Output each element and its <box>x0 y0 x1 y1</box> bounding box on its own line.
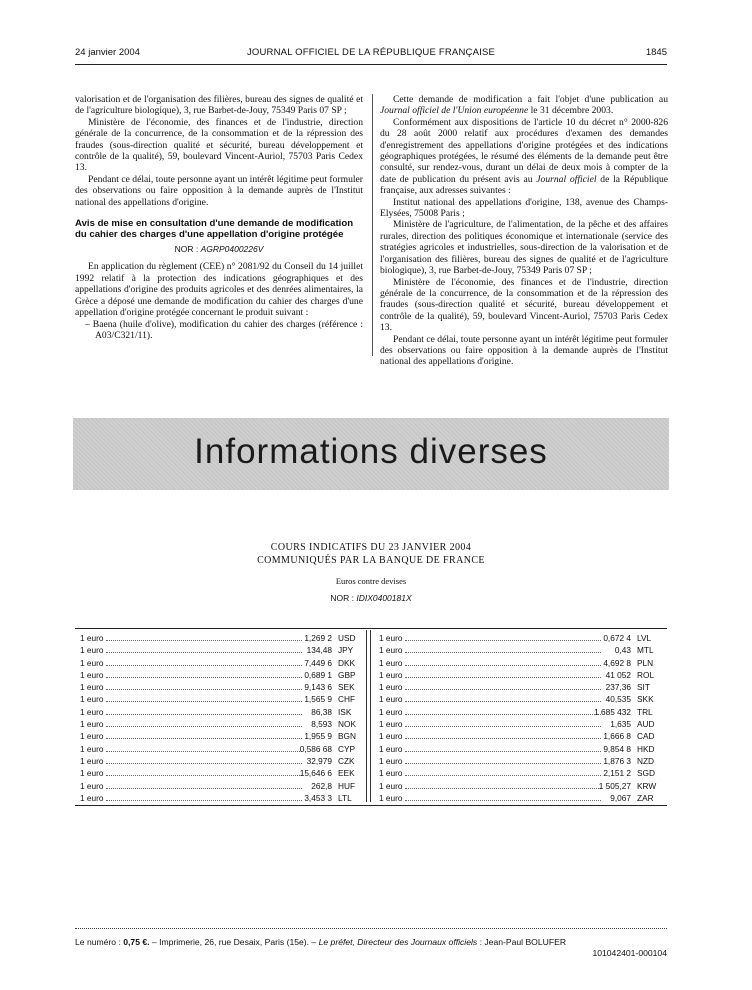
footer-printer: – Imprimerie, 26, rue Desaix, Paris (15e). – <box>149 937 319 947</box>
rate-currency: CYP <box>338 743 356 754</box>
rate-row <box>379 767 661 779</box>
rate-row <box>80 755 362 767</box>
rate-label: 1 euro <box>379 719 403 730</box>
rate-value: 0,672 4 <box>603 633 631 643</box>
rate-row <box>379 669 661 681</box>
rate-value: 7,449 6 <box>304 657 332 668</box>
rate-value: 9,067 <box>610 792 631 803</box>
right-p1-journal-ue: Journal officiel de l'Union européenne <box>380 105 529 117</box>
left-paragraph-2: Ministère de l'économie, des finances et de l'industrie, direction générale de la concurrence, de la consommation et de la répression des fraudes (sous-direction qualité et sécurité, bureau développement et contrôle de la qualité), 59, boulevard Vincent-Auriol, 75703 Paris Cedex 13. <box>75 116 363 174</box>
footer-director-name: : Jean-Paul BOLUFER <box>477 937 567 947</box>
rate-label: 1 euro <box>80 657 104 668</box>
rate-label: 1 euro <box>379 645 403 656</box>
rate-currency: USD <box>338 633 356 643</box>
header-page-number: 1845 <box>645 47 667 58</box>
rate-label: 1 euro <box>379 768 403 779</box>
rate-value: 237,36 <box>605 682 631 693</box>
section-banner <box>73 418 669 490</box>
rate-currency: JPY <box>338 645 354 656</box>
rate-row <box>80 644 362 656</box>
rate-row <box>80 718 362 730</box>
avis-nor-code: AGRP0400226V <box>200 244 264 255</box>
rate-row <box>80 792 362 804</box>
header-journal-title: JOURNAL OFFICIEL DE LA RÉPUBLIQUE FRANÇAISE <box>246 47 496 58</box>
left-paragraph-4: En application du règlement (CEE) n° 2081/92 du Conseil du 14 juillet 1992 relatif à la protection des indications géographiques et des appellations d'origine des produits agricoles et des denrées alimentaires, la Grèce a déposé une demande de modification du cahier des charges d'une appellation d'origine protégée concernant le produit suivant : <box>75 261 363 319</box>
rate-value: 1,666 8 <box>603 731 631 742</box>
rate-value: 4,692 8 <box>603 657 631 668</box>
rate-row <box>379 730 661 742</box>
rate-row <box>80 681 362 693</box>
rate-currency: MTL <box>637 645 654 656</box>
cours-title <box>75 541 667 567</box>
rate-row <box>80 780 362 792</box>
rate-row <box>80 632 362 644</box>
rate-label: 1 euro <box>379 731 403 742</box>
rate-currency: CHF <box>338 694 356 705</box>
rate-value: 9,854 8 <box>603 743 631 754</box>
rate-currency: GBP <box>338 669 356 680</box>
cours-subtitle: Euros contre devises <box>335 576 407 586</box>
rate-value: 1,565 9 <box>304 694 332 705</box>
rate-row <box>379 657 661 669</box>
product-item: – Baena (huile d'olive), modification du cahier des charges (référence : A03/C321/11). <box>85 318 363 341</box>
rate-row <box>379 792 661 804</box>
rate-value: 15,646 6 <box>299 768 332 779</box>
right-paragraph-6: Pendant ce délai, toute personne ayant un intérêt légitime peut formuler des observations ou faire opposition à la demande auprès de l'Institut national des appellations d'origine. <box>380 333 668 368</box>
rate-row <box>379 644 661 656</box>
rate-label: 1 euro <box>379 743 403 754</box>
rate-value: 2,151 2 <box>603 768 631 779</box>
rate-label: 1 euro <box>80 792 104 803</box>
rate-row <box>80 767 362 779</box>
footer-director-title: Le préfet, Directeur des Journaux officiels <box>318 937 478 947</box>
rate-currency: ISK <box>338 706 352 717</box>
rate-value: 0,43 <box>614 645 631 656</box>
header-rule <box>75 64 667 65</box>
rate-label: 1 euro <box>379 669 403 680</box>
rate-label: 1 euro <box>80 780 104 791</box>
rate-value: 1,635 <box>610 719 631 730</box>
rate-currency: SGD <box>637 768 655 779</box>
rate-value: 86,38 <box>311 706 332 717</box>
rate-label: 1 euro <box>379 633 403 643</box>
rate-row <box>80 743 362 755</box>
rate-label: 1 euro <box>379 780 403 791</box>
avis-nor <box>75 244 363 255</box>
rate-row <box>379 681 661 693</box>
rate-currency: SKK <box>637 694 654 705</box>
page-header <box>75 47 667 63</box>
rate-currency: SEK <box>338 682 355 693</box>
rate-currency: ZAR <box>637 792 654 803</box>
rate-currency: LTL <box>338 792 352 803</box>
rate-value: 8,593 <box>311 719 332 730</box>
footer-price: 0,75 €. <box>123 937 150 947</box>
right-p2-text-a: Conformément aux dispositions de l'article 10 du décret n° 2000-826 du 28 août 2000 relatif aux procédures d'examen des demandes d'enregistrement des appellations d'origine protégées et des indications géographiques protégées, le résumé des éléments de la demande peut être consulté, sur rendez-vous, durant un délai de deux mois à compter de la date de publication du présent avis au <box>380 116 668 185</box>
rate-value: 40,535 <box>605 694 631 705</box>
rate-label: 1 euro <box>80 682 104 693</box>
rate-currency: AUD <box>637 719 655 730</box>
rate-currency: NZD <box>637 755 655 766</box>
rate-row <box>379 632 661 644</box>
rate-currency: PLN <box>637 657 654 668</box>
rate-label: 1 euro <box>80 768 104 779</box>
rate-label: 1 euro <box>80 731 104 742</box>
right-p1-text-a: Cette demande de modification a fait l'objet d'une publication au <box>393 94 668 105</box>
rate-currency: ROL <box>637 669 655 680</box>
right-p2-text-b: de la République française, aux adresses suivantes : <box>380 173 669 197</box>
rate-value: 1,955 9 <box>304 731 332 742</box>
rate-value: 32,979 <box>306 755 332 766</box>
rate-value: 1,876 3 <box>603 755 631 766</box>
rate-row <box>80 669 362 681</box>
cours-nor-label: NOR : <box>330 593 354 603</box>
page-footer <box>75 937 667 959</box>
rate-label: 1 euro <box>80 743 104 754</box>
right-paragraph-5: Ministère de l'économie, des finances et de l'industrie, direction générale de la concurrence, de la consommation et de la répression des fraudes (sous-direction qualité et sécurité, bureau développement et contrôle de la qualité), 59, boulevard Vincent-Auriol, 75703 Paris Cedex 13. <box>380 276 668 334</box>
rate-currency: CZK <box>338 755 355 766</box>
column-separator <box>372 94 373 356</box>
avis-nor-label: NOR : <box>174 244 199 255</box>
rate-currency: BGN <box>338 731 356 742</box>
rates-left-column <box>80 632 362 804</box>
rate-currency: SIT <box>637 682 650 693</box>
rate-label: 1 euro <box>80 706 104 717</box>
rate-label: 1 euro <box>379 657 403 668</box>
rate-value: 3,453 3 <box>304 792 332 803</box>
left-paragraph-3: Pendant ce délai, toute personne ayant un intérêt légitime peut formuler des observations ou faire opposition à la demande auprès de l'Institut national des appellations d'origine. <box>75 173 363 208</box>
footer-line <box>75 937 667 948</box>
rate-currency: EEK <box>338 768 355 779</box>
banner-title: Informations diverses <box>194 432 548 471</box>
rate-label: 1 euro <box>80 669 104 680</box>
rate-value: 41 052 <box>605 669 631 680</box>
cours-title-line-1: COURS INDICATIFS DU 23 JANVIER 2004 <box>270 542 472 553</box>
rate-label: 1 euro <box>379 694 403 705</box>
rate-currency: LVL <box>637 633 652 643</box>
rate-row <box>80 657 362 669</box>
right-p1-text-b: le 31 décembre 2003. <box>528 105 614 117</box>
rate-value: 134,48 <box>306 645 332 656</box>
right-paragraph-1 <box>380 94 668 117</box>
right-paragraph-4: Ministère de l'agriculture, de l'alimentation, de la pêche et des affaires rurales, direction des politiques économique et internationale (service des stratégies agricoles et industrielles, sous-direction de la valorisation et de l'organisation des filières, bureau des signes de qualité et de l'agriculture biologique), 3, rue Barbet-de-Jouy, 75349 Paris 07 SP ; <box>380 219 668 277</box>
rate-row <box>379 693 661 705</box>
rate-value: 1 505,27 <box>598 780 631 791</box>
rate-currency: DKK <box>338 657 356 668</box>
avis-title: Avis de mise en consultation d'une demande de modification du cahier des charges d'une appellation d'origine protégée <box>75 218 354 241</box>
table-top-rule <box>75 628 667 629</box>
right-p2-journal-officiel: Journal officiel <box>536 173 597 185</box>
left-paragraph-1: valorisation et de l'organisation des filières, bureau des signes de qualité et de l'agriculture biologique), 3, rue Barbet-de-Jouy, 75349 Paris 07 SP ; <box>75 94 363 117</box>
rate-row <box>379 706 661 718</box>
table-separator <box>366 630 367 802</box>
rate-row <box>379 780 661 792</box>
footer-code: 101042401-000104 <box>592 948 667 958</box>
rate-row <box>379 743 661 755</box>
rate-label: 1 euro <box>80 633 104 643</box>
rate-label: 1 euro <box>80 645 104 656</box>
rate-currency: HKD <box>637 743 655 754</box>
rate-value: 0,586 68 <box>299 743 332 754</box>
table-bottom-rule <box>75 805 667 806</box>
rate-value: 1,269 2 <box>304 633 332 643</box>
rate-currency: KRW <box>637 780 657 791</box>
right-paragraph-3: Institut national des appellations d'origine, 138, avenue des Champs-Elysées, 75008 Paris ; <box>380 196 668 220</box>
rate-label: 1 euro <box>379 682 403 693</box>
footer-rule <box>75 928 667 929</box>
rate-row <box>379 718 661 730</box>
rate-row <box>379 755 661 767</box>
rate-row <box>80 730 362 742</box>
rate-row <box>80 693 362 705</box>
header-date: 24 janvier 2004 <box>75 47 140 58</box>
right-column <box>380 94 668 368</box>
cours-nor-code: IDIX0400181X <box>356 593 412 603</box>
rate-row <box>80 706 362 718</box>
rate-currency: CAD <box>637 731 655 742</box>
right-paragraph-2 <box>380 117 668 197</box>
rate-currency: NOK <box>338 719 356 730</box>
cours-title-line-2: COMMUNIQUÉS PAR LA BANQUE DE FRANCE <box>257 555 485 566</box>
rate-currency: TRL <box>637 706 653 717</box>
rate-value: 262,8 <box>311 780 332 791</box>
rate-label: 1 euro <box>379 755 403 766</box>
rates-right-column <box>379 632 661 804</box>
rate-label: 1 euro <box>80 694 104 705</box>
rate-value: 1 685 432 <box>594 706 631 717</box>
table-separator-2 <box>370 630 371 802</box>
rate-label: 1 euro <box>379 792 403 803</box>
rate-label: 1 euro <box>80 719 104 730</box>
rate-label: 1 euro <box>379 706 403 717</box>
rate-currency: HUF <box>338 780 356 791</box>
cours-nor <box>75 593 667 603</box>
rate-value: 0,689 1 <box>304 669 332 680</box>
rate-value: 9,143 6 <box>304 682 332 693</box>
left-column <box>75 94 363 341</box>
footer-prefix: Le numéro : <box>75 937 124 947</box>
rate-label: 1 euro <box>80 755 104 766</box>
